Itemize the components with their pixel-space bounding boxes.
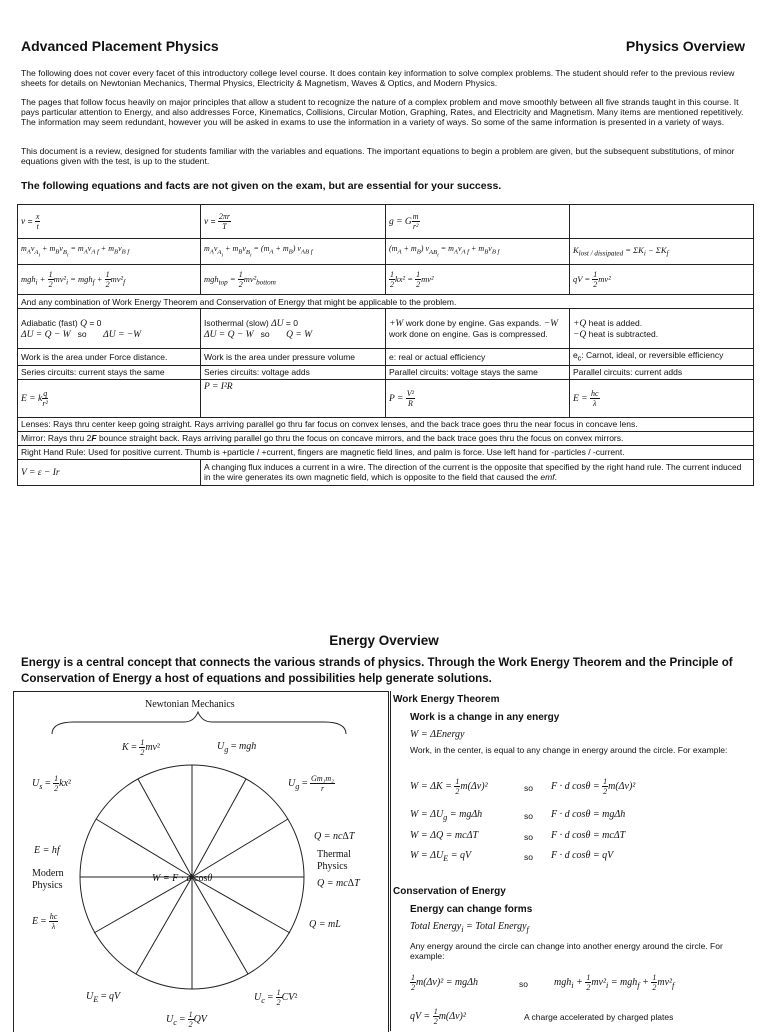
conservation-subheading: Energy can change forms [410,904,533,915]
newtonian-label: Newtonian Mechanics [145,699,235,710]
heat-subtracted: heat is subtracted. [588,328,659,339]
flux-end: . [554,472,557,483]
spring-energy-label: $U_s$ = $\frac{1}{2}$ kx² [32,774,72,793]
work-sign-cell: +W work done by engine. Gas expands. −W work done on engine. Gas is compressed. [386,309,570,349]
thermal-word: Thermal [317,849,351,860]
fact-cell [570,349,754,366]
right-hand-rule-note: Right Hand Rule: Used for positive current. Thumb is +particle / +current, fingers are magnetic field lines, and palm is force. Use left hand for -particles / -current. [18,445,754,459]
so-label: so [260,328,270,339]
heat-added: heat is added. [588,317,643,328]
fact-cell: Parallel circuits: voltage stays the same [386,365,570,379]
work-on-engine: work done on engine. Gas is compressed. [389,329,548,339]
charge-kinetic-equation: qV = $\frac{1}{2}$ m(Δv)² [410,1007,466,1026]
isothermal-cell: Isothermal (slow) ΔU = 0 ΔU = Q − W so Q = W [201,309,386,349]
modern-physics-word: Physics [32,880,63,891]
equation-cell: E = $\frac{hc}{\lambda}$ [570,379,754,417]
equation-cell: qV = $\frac{1}{2}$ mv² [570,265,754,295]
lenses-note: Lenses: Rays thru center keep going straight. Rays arriving parallel go thru far focus on convex lenses, and the back trace goes thru the near focus in concave lens. [18,417,754,431]
gravitational-universal-label: $U_g$ = $\frac{\text{Gm₁m₂}}{r}$ [288,774,334,793]
gravitational-energy-label: $U_g$ = mgh [217,741,257,754]
intro-paragraph-3: This document is a review, designed for students familiar with the variables and equations. The important equations to begin a problem are given, but the subsequent substitutions, of minor equations given with the test, is up to the student. [21,146,735,166]
equation-cell: mgh$_i$ + $\frac{1}{2}$ $mv^2_i = mgh_f$ + $\frac{1}{2}$ $mv^2_f$ [18,265,201,295]
table-row [18,309,754,349]
force-kinetic-equation: F · d cosθ = $\frac{1}{2}$ m(Δv)² [551,777,636,796]
intro-paragraph-1: The following does not cover every facet of this introductory college level course. It does contain key information to solve complex problems. The student should refer to the previous review sheets for details on Newtonian Mechanics, Thermal Physics, Electricity & Magnetism, Waves & Optics, and Modern Physics. [21,68,735,88]
work-by-engine: work done by engine. Gas expands. [405,318,542,328]
newtonian-brace [52,712,346,734]
efficiency-symbol: e [573,350,578,360]
latent-heat-label: Q = mL [309,919,341,930]
heat-sign-cell: +Q heat is added. −Q heat is subtracted. [570,309,754,349]
flux-emf: emf [540,472,555,483]
equation-cell: V = ε − Ir [18,459,201,485]
modern-physics-label [32,868,64,892]
table-row [18,295,754,309]
thermal-physics-label [317,849,351,873]
so-label: so [524,811,533,821]
so-label: so [524,783,533,793]
energy-combination-note: And any combination of Work Energy Theorem and Conservation of Energy that might be applicable to the problem. [18,295,754,309]
so-label: so [524,832,533,842]
fact-cell: Parallel circuits: current adds [570,365,754,379]
equations-table [17,204,754,486]
equation-cell: v = $\frac{2\pi r}{T}$ [201,205,386,239]
fact-cell: Work is the area under pressure volume [201,349,386,366]
so-label: so [524,852,533,862]
energy-right-column [390,691,759,1031]
work-kinetic-equation: W = ΔK = $\frac{1}{2}$ m(Δv)² [410,777,488,796]
document-title: Physics Overview [625,38,745,54]
equation-cell: v = $\frac{x}{t}$ [18,205,201,239]
flux-note [201,459,754,485]
kinetic-gravity-equation: $\frac{1}{2}$ m(Δv)² = mgΔh [411,973,479,992]
flux-text: A changing flux induces a current in a wire. The direction of the current is the opposite that specified by the right hand rule. The current induced in the wire generates its own magnetic field, which is opposite to the field that caused the [204,462,742,483]
table-row [18,445,754,459]
page-header [21,38,745,58]
equation-cell: g = G $\frac{m}{\text{r²}}$ [386,205,570,239]
work-center-label: W = F · d cosθ [152,873,213,884]
heat-capacity-label: Q = ncΔT [314,831,355,842]
essential-note: The following equations and facts are not given on the exam, but are essential for your success. [21,180,502,192]
table-row [18,417,754,431]
mirror-note [18,431,754,445]
modern-word: Modern [32,868,64,879]
kinetic-energy-label: K = $\frac{1}{2}$ mv² [122,738,160,757]
work-energy-equation: W = ΔEnergy [410,729,465,740]
table-row [18,205,754,239]
charge-accelerated-note: A charge accelerated by charged plates [524,1012,674,1022]
fact-cell: Series circuits: voltage adds [201,365,386,379]
course-title: Advanced Placement Physics [21,38,219,54]
table-row [18,239,754,265]
adiabatic-label: Adiabatic (fast) [21,317,78,328]
efficiency-subscript: c [577,354,582,363]
carnot-text: : Carnot, ideal, or reversible efficiency [581,350,724,360]
table-row [18,379,754,417]
so-label: so [77,328,87,339]
specific-heat-label: Q = mcΔT [317,878,360,889]
equation-cell: $K_{lost / dissipated} = \Sigma K_i - \Sigma K_f$ [570,239,754,265]
energy-conservation-equation: mgh$_i$ + $\frac{1}{2}$ $mv^2_i = mgh_f$ + $\frac{1}{2}$ $mv^2_f$ [554,973,675,992]
table-row [18,349,754,366]
equation-cell: $m_Av_{A_i} + m_Bv_{B_i} = m_Av_{A f} + m_Bv_{B f}$ [18,239,201,265]
work-electric-equation: $W = \Delta U_E$ = qV [410,850,472,863]
fact-cell: e: real or actual efficiency [386,349,570,366]
force-gravity-equation: F · d cosθ = mgΔh [551,809,626,820]
isothermal-label: Isothermal (slow) [204,317,269,328]
table-row [18,265,754,295]
adiabatic-cell: Adiabatic (fast) Q = 0 ΔU = Q − W so ΔU = −W [18,309,201,349]
fact-cell: Work is the area under Force distance. [18,349,201,366]
mirror-text-b: bounce straight back. Rays arriving parallel go thru the focus on concave mirrors, and the back trace goes thru the focus on convex mirrors. [96,433,624,444]
force-heat-equation: F · d cosθ = mcΔT [551,830,626,841]
so-label: so [519,979,528,989]
equation-cell: P = $\frac{\text{V²}}{R}$ [386,379,570,417]
work-energy-subheading: Work is a change in any energy [410,712,560,723]
work-heat-equation: W = ΔQ = mcΔT [410,830,479,841]
capacitor-energy-cv-label: $U_c$ = $\frac{1}{2}$ CV² [254,988,298,1007]
table-row [18,431,754,445]
equation-cell: E = k $\frac{q}{\text{r²}}$ [18,379,201,417]
conservation-equation: Total Energy$_i$ = Total Energy$_f$ [410,921,529,934]
photon-wavelength-label: E = $\frac{hc}{\lambda}$ [32,912,58,931]
equation-cell: $\frac{1}{2}$ kx² = $\frac{1}{2}$ mv² [386,265,570,295]
mirror-text-a: Mirror: Rays thru 2 [21,433,92,444]
mirror-focus: F [91,433,97,444]
energy-overview-paragraph: Energy is a central concept that connects the various strands of physics. Through the Work Energy Theorem and the Principle of Conservation of Energy a host of equations and possibilities help generate solutions. [21,656,733,685]
conservation-of-energy-heading: Conservation of Energy [393,886,506,897]
table-row [18,459,754,485]
energy-circle-diagram [13,691,389,1032]
electric-potential-energy-label: $U_E$ = qV [86,991,121,1004]
table-row [18,365,754,379]
work-energy-description: Work, in the center, is equal to any change in energy around the circle. For example: [410,745,728,755]
intro-paragraph-2: The pages that follow focus heavily on major principles that allow a student to recognize the nature of a complex problem and move smoothly between all five strands taught in this course. It pays particular attention to Energy, and also addresses Force, Kinematics, Collisions, Circular Motion, Graphing, Rates, and Electricity and Magnetism. Many items are mentioned repetitively. The information may seem redundant, however you will be asked in exams to use the information in a variety of ways. So some of the same information is presented in a variety of ways. [21,97,744,127]
work-energy-theorem-heading: Work Energy Theorem [393,694,500,705]
physics-word: Physics [317,861,348,872]
equation-cell: $m_Av_{A_i} + m_Bv_{B_i} = (m_A + m_B)$ $v_{AB f}$ [201,239,386,265]
equation-cell: mgh$_{top}$ = $\frac{1}{2}$ $mv^2_{bottom}$ [201,265,386,295]
force-electric-equation: F · d cosθ = qV [551,850,614,861]
work-gravity-equation: $W = \Delta U_g = mg\Delta h$ [410,809,483,822]
equation-cell: $(m_A + m_B) v_{AB_i} = m_Av_{A f} + m_Bv_{B f}$ [386,239,570,265]
fact-cell: Series circuits: current stays the same [18,365,201,379]
equation-cell [570,205,754,239]
energy-overview-title: Energy Overview [329,633,439,648]
equation-cell: P = I²R [201,379,386,417]
photon-energy-label: E = hf [34,845,60,856]
conservation-description: Any energy around the circle can change into another energy around the circle. For example: [410,941,723,961]
capacitor-energy-qv-label: $U_c$ = $\frac{1}{2}$ QV [166,1010,207,1029]
